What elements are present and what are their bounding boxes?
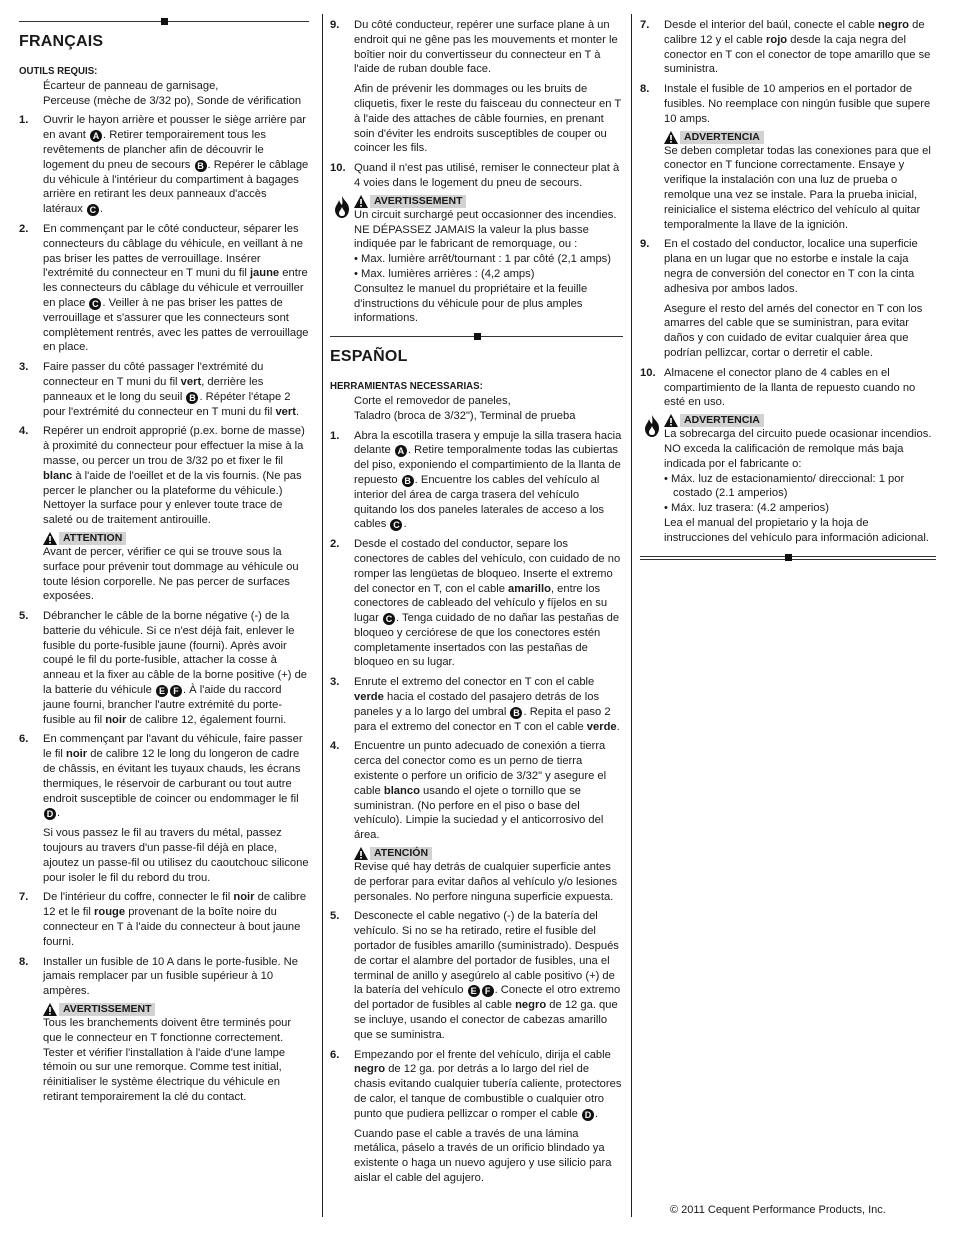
step-10-fr: 10. Quand il n'est pas utilisé, remiser le connecteur plat à 4 voies dans le logement du pneu de secours. [330, 162, 620, 189]
column-divider [631, 14, 632, 1217]
warning-triangle-icon [354, 847, 368, 860]
warning-line: Consultez le manuel du propriétaire et la feuille d'instructions du véhicule pour de plus amples informations. [354, 282, 588, 325]
tools-heading: OUTILS REQUIS: [19, 65, 98, 77]
attention-label: ATTENTION [59, 532, 126, 545]
tools-list [19, 79, 309, 109]
badge-a-icon: A [395, 445, 407, 457]
warning-triangle-icon [664, 131, 678, 144]
badge-b-icon: B [186, 392, 198, 404]
attention-text: Avant de percer, vérifier ce qui se trouve sous la surface pour prévenir tout dommage au véhicule ou toute lésion corporelle. Ne pas percer de surfaces exposées. [43, 545, 299, 603]
tools-list [330, 394, 623, 424]
tool-item: Taladro (broca de 3/32"), Terminal de prueba [354, 409, 576, 422]
column-french [19, 14, 309, 1105]
step-6: 6. En commençant par l'avant du véhicule, faire passer le fil noir de calibre 12 le long du longeron de cadre de châssis, en évitant les tuyaux chauds, les écrans thermiques, le réservoir de carburant ou tout autre endroit susceptible de coincer ou endommager le fil D . Si vous passez le fil au travers du métal, passez toujours au travers d'un passe-fil déjà en place, ajoutez un passe-fil ou utilisez du caoutchouc silicone pour isoler le fil du rebord du trou. [19, 733, 309, 884]
warning-triangle-icon [43, 1003, 57, 1016]
paso-7: 7. Desde el interior del baúl, conecte el cable negro de calibre 12 y el cable rojo desde la caja negra del conector en T con el conector de tope amarillo que se suministra. [640, 19, 931, 76]
atencion-text: Revise qué hay detrás de cualquier superficie antes de perforar para evitar daños al vehículo y/o lesiones personales. No perfore ninguna superficie expuesta. [354, 861, 618, 903]
warning-line: Lea el manual del propietario y la hoja de instrucciones del vehículo para información adicional. [664, 516, 929, 544]
warning-line: La sobrecarga del circuito puede ocasionar incendios. NO exceda la calificación de remolque más baja indicada por el fabricante o: [664, 428, 932, 470]
section-title-french: FRANÇAIS [19, 33, 104, 50]
tool-item: Corte el removedor de paneles, [354, 394, 511, 407]
section-rule [640, 556, 936, 560]
avertissement-notice [19, 1003, 309, 1105]
paso-8: 8. Instale el fusible de 10 amperios en el portador de fusibles. No reemplace con ningún fusible que supere 10 amps. [640, 83, 931, 125]
badge-b-icon: B [510, 707, 522, 719]
tool-item: Perceuse (mèche de 3/32 po), Sonde de vérification [43, 94, 302, 107]
warning-line: Un circuit surchargé peut occasionner des incendies. NE DÉPASSEZ JAMAIS la valeur la plus basse indiquée par le fabricant de remorquage, ou : [354, 208, 617, 251]
step-9-fr: 9. Du côté conducteur, repérer une surface plane à un endroit qui ne gêne pas les mouvements et monter le boîtier noir du convertisseur du connecteur en T à l'aide de ruban double face. Afin de prévenir les dommages ou les bruits de cliquetis, fixer le reste du faisceau du connecteur en T à l'aide des attaches de câble fournies, en prenant soin d'éviter les endroits susceptibles de couper ou coincer les fils. [330, 19, 621, 155]
advertencia-label: ADVERTENCIA [680, 131, 764, 144]
atencion-notice [330, 847, 623, 904]
badge-c-icon: C [390, 519, 402, 531]
step-5: 5. Débrancher le câble de la borne négative (-) de la batterie du véhicule. Si ce n'est déjà fait, enlever le fusible du porte-fusible jaune (fourni). Après avoir coupé le fil du porte-fusible, attacher la cosse à anneau et la fixer au câble de la borne positive (+) de la batterie du véhicule E F . À l'aide du raccord jaune fourni, brancher l'autre extrémité du porte-fusible au fil noir de calibre 12, également fourni. [19, 610, 308, 726]
badge-c-icon: C [89, 298, 101, 310]
paso-2: 2. Desde el costado del conductor, separe los conectores de cables del vehículo, con cuidado de no romper las lengüetas de bloqueo. Inserte el extremo del conector en T, con el cable amarillo, entre los conectores de cableado del vehículo y fíjelos en su lugar C . Tenga cuidado de no dañar las pestañas de bloqueo y cerciórese de que los conectores estén completamente insertados con las pestañas de bloqueo en su lugar. [330, 538, 621, 669]
section-rule [19, 21, 309, 22]
badge-a-icon: A [90, 130, 102, 142]
step-4: 4. Repérer un endroit approprié (p.ex. borne de masse) à proximité du connecteur pour effectuer la mise à la masse, ou percer un trou de 3/32 po et fixer le fil blanc à l'aide de l'oeillet et de la vis fournis. (Ne pas percer le plancher ou la plateforme du véhicule.) Nettoyer la surface pour y enlever toute trace de saleté ou de traitement antirouille. [19, 425, 305, 527]
section-rule [330, 336, 623, 337]
warning-line: • Máx. luz de estacionamiento/ direccional: 1 por costado (2.1 amperios) [664, 472, 905, 500]
column-middle [330, 14, 623, 1186]
step-3: 3. Faire passer du côté passager l'extrémité du connecteur en T muni du fil vert, derrière les panneaux et le long du seuil B . Répéter l'étape 2 pour l'extrémité du connecteur en T muni du fil vert. [19, 361, 300, 418]
avertissement-label: AVERTISSEMENT [59, 1003, 155, 1016]
badge-f-icon: F [170, 685, 182, 697]
atencion-label: ATENCIÓN [370, 847, 432, 860]
tools-heading: HERRAMIENTAS NECESSARIAS: [330, 380, 483, 393]
badge-c-icon: C [383, 613, 395, 625]
paso-1: 1. Abra la escotilla trasera y empuje la silla trasera hacia delante A . Retire temporalmente todas las cubiertas del piso, exponiendo el compartimiento de la llanta de repuesto B . Encuentre los cables del vehículo al interior del área de carga trasera del vehículo quitando los dos paneles laterales de acceso a los cables C . [330, 429, 622, 531]
paso-9: 9. En el costado del conductor, localice una superficie plana en un lugar que no estorbe e instale la caja negra de conversión del conector en T con la cinta adhesiva por ambos lados. Asegure el resto del arnés del conector en T con los amarres del cable que se suministran, para evitar daños y con cuidado de evitar cualquier área que podrían pellizcar, cortar o derretir el cable. [640, 238, 923, 359]
attention-notice [19, 532, 309, 604]
advertencia-text: Se deben completar todas las conexiones para que el conector en T funcione correctamente. Ensaye y verifique la instalación con una luz de prueba o remolque una vez se instale. Para la prueba inicial, reinicialice el sistema eléctrico del vehículo al quitar temporalmente la llave de la ignición. [664, 144, 931, 231]
warning-line: • Max. lumières arrières : (4,2 amps) [354, 267, 535, 280]
paso-6: 6. Empezando por el frente del vehículo, dirija el cable negro de 12 ga. por detrás a lo largo del riel de chasis evitando cualquier tubería caliente, protectores de calor, el tanque de combustible o cualquier otro punto que pudiera pellizcar o romper el cable D . Cuando pase el cable a través de una lámina metálica, páselo a través de un orificio blindado ya existente o haga un nuevo agujero y use silicio para aislar el cable del agujero. [330, 1048, 622, 1184]
warning-line: • Máx. luz trasera: (4.2 amperios) [664, 502, 829, 515]
avertissement-text: Tous les branchements doivent être terminés pour que le connecteur en T fonctionne correctement. Tester et vérifier l'installation à l'aide d'une lampe témoin ou sur une remorque. Comme test initial, réinitialiser le système électrique du véhicule en retirant temporairement la clé du contact. [43, 1017, 292, 1103]
fire-icon [332, 195, 352, 219]
badge-b-icon: B [195, 160, 207, 172]
paso-3: 3. Enrute el extremo del conector en T con el cable verde hacia el costado del pasajero detrás de los paneles y a lo largo del umbral B . Repita el paso 2 para el extremo del conector en T con el cable verde. [330, 676, 620, 733]
badge-c-icon: C [87, 204, 99, 216]
step-8: 8. Installer un fusible de 10 A dans le porte-fusible. Ne jamais remplacer par un fusible supérieur à 10 ampères. [19, 955, 298, 998]
badge-d-icon: D [44, 808, 56, 820]
paso-4: 4. Encuentre un punto adecuado de conexión a tierra cerca del conector como es un perno de tierra existente o perfore un orificio de 3/32" y asegure el cable blanco usando el ojete o tornillo que se suministran. (No perfore en el piso o base del vehículo). Limpie la suciedad y el anticorrosivo del área. [330, 740, 607, 842]
advertencia-notice [640, 131, 936, 233]
step-7: 7. De l'intérieur du coffre, connecter le fil noir de calibre 12 et le fil rouge provenant de la boîte noire du connecteur en T à l'aide du connecteur à bout jaune fourni. [19, 891, 307, 948]
badge-f-icon: F [482, 985, 494, 997]
badge-d-icon: D [582, 1109, 594, 1121]
warning-triangle-icon [43, 532, 57, 545]
badge-b-icon: B [402, 475, 414, 487]
tool-item: Écarteur de panneau de garnisage, [43, 79, 219, 92]
avertissement-fire-notice [330, 195, 623, 326]
step-2: 2. En commençant par le côté conducteur, séparer les connecteurs du câblage du véhicule, en veillant à ne pas briser les pattes de verrouillage. Insérer l'extrémité du connecteur en T muni du fil jaune entre les connecteurs du câblage du véhicule et verrouiller en place C . Veiller à ne pas briser les pattes de verrouillage et s'assurer que les connecteurs sont complètement rentrés, avec les pattes de verrouillage en place. [19, 222, 309, 354]
paso-10: 10. Almacene el conector plano de 4 cables en el compartimiento de la llanta de repuesto cuando no esté en uso. [640, 366, 916, 409]
badge-e-icon: E [468, 985, 480, 997]
fire-icon [642, 414, 662, 438]
paso-5: 5. Desconecte el cable negativo (-) de la batería del vehículo. Si no se ha retirado, retire el fusible del portador de fusibles amarillo (suministrado). Después de cortar el alambre del portador de fusibles, una el terminal de anillo y asegúrelo al cable positivo (+) de la batería del vehículo E F . Conecte el otro extremo del portador de fusibles al cable negro de 12 ga. que se incluye, usando el conector de cabezas amarillo que se suministra. [330, 910, 621, 1041]
warning-triangle-icon [354, 195, 368, 208]
advertencia-label: ADVERTENCIA [680, 414, 764, 427]
badge-e-icon: E [156, 685, 168, 697]
avertissement-label: AVERTISSEMENT [370, 195, 466, 208]
column-spanish-continued [640, 14, 936, 560]
column-divider [322, 14, 323, 1217]
section-title-spanish: ESPAÑOL [330, 348, 408, 366]
step-1: 1. Ouvrir le hayon arrière et pousser le siège arrière par en avant A . Retirer temporairement tous les revêtements de plancher afin de découvrir le logement du pneu de secours B . Repérer le câblage du véhicule à l'intérieur du compartiment à bagages arrière en retirant les deux panneaux d'accès latéraux C . [19, 114, 309, 216]
advertencia-fire-notice [640, 414, 936, 545]
warning-line: • Max. lumière arrêt/tournant : 1 par côté (2,1 amps) [354, 253, 611, 266]
warning-triangle-icon [664, 414, 678, 427]
copyright-text: © 2011 Cequent Performance Products, Inc. [670, 1204, 886, 1216]
